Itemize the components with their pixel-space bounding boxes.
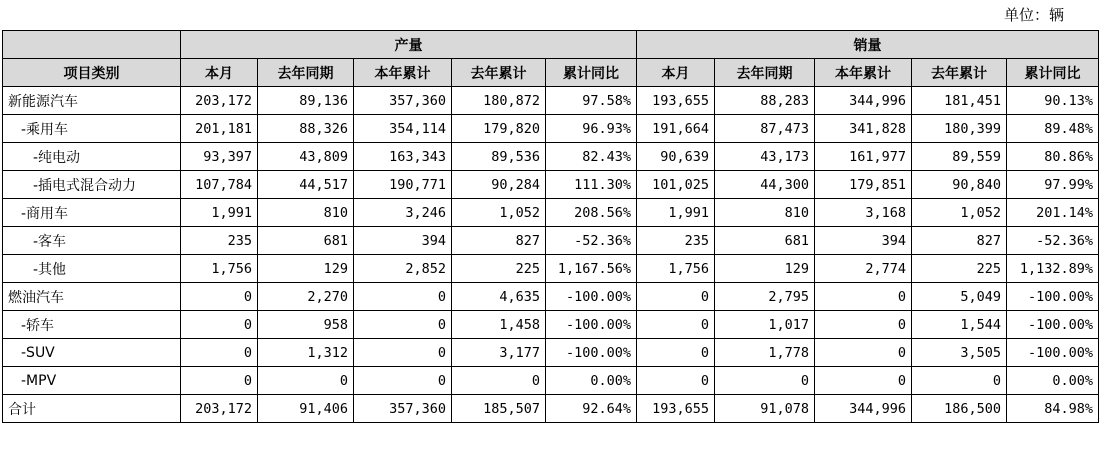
- sales-cell: 0: [815, 311, 912, 339]
- sales-cell: 89,559: [912, 143, 1007, 171]
- sales-cell: 1,052: [912, 199, 1007, 227]
- header-production: 产量: [181, 31, 637, 59]
- production-cell: 1,167.56%: [546, 255, 637, 283]
- header-sales-col: 去年累计: [912, 59, 1007, 87]
- sales-cell: 0.00%: [1007, 367, 1099, 395]
- header-sales-col: 本月: [637, 59, 715, 87]
- production-cell: 91,406: [258, 395, 354, 423]
- table-body: [3, 87, 1099, 423]
- production-cell: 1,458: [452, 311, 546, 339]
- production-cell: 4,635: [452, 283, 546, 311]
- production-cell: 107,784: [181, 171, 258, 199]
- table-row: [3, 255, 1099, 283]
- production-cell: 1,312: [258, 339, 354, 367]
- row-label: 新能源汽车: [3, 87, 181, 115]
- production-cell: 357,360: [354, 87, 452, 115]
- table-row: [3, 367, 1099, 395]
- sales-cell: 101,025: [637, 171, 715, 199]
- production-cell: 0: [354, 339, 452, 367]
- row-label: -商用车: [3, 199, 181, 227]
- sales-cell: 89.48%: [1007, 115, 1099, 143]
- production-cell: 0: [452, 367, 546, 395]
- production-cell: 1,756: [181, 255, 258, 283]
- production-cell: 97.58%: [546, 87, 637, 115]
- sales-cell: 44,300: [715, 171, 815, 199]
- production-cell: 185,507: [452, 395, 546, 423]
- header-sales-col: 累计同比: [1007, 59, 1099, 87]
- row-label: 燃油汽车: [3, 283, 181, 311]
- production-cell: 0: [354, 367, 452, 395]
- sales-cell: -100.00%: [1007, 311, 1099, 339]
- sales-cell: 225: [912, 255, 1007, 283]
- row-label: -轿车: [3, 311, 181, 339]
- sales-cell: 810: [715, 199, 815, 227]
- production-cell: 0: [354, 311, 452, 339]
- production-cell: 3,246: [354, 199, 452, 227]
- sales-cell: 0: [637, 311, 715, 339]
- production-cell: -100.00%: [546, 339, 637, 367]
- production-cell: 958: [258, 311, 354, 339]
- header-prod-col: 累计同比: [546, 59, 637, 87]
- sales-cell: 90.13%: [1007, 87, 1099, 115]
- sales-cell: 5,049: [912, 283, 1007, 311]
- sales-cell: 0: [637, 367, 715, 395]
- sales-cell: 181,451: [912, 87, 1007, 115]
- sales-cell: 1,017: [715, 311, 815, 339]
- sales-cell: 90,639: [637, 143, 715, 171]
- sales-cell: 344,996: [815, 395, 912, 423]
- production-cell: 0: [354, 283, 452, 311]
- table-row: [3, 395, 1099, 423]
- sales-cell: 161,977: [815, 143, 912, 171]
- production-cell: 89,536: [452, 143, 546, 171]
- row-label: -客车: [3, 227, 181, 255]
- sales-cell: 1,756: [637, 255, 715, 283]
- production-cell: 111.30%: [546, 171, 637, 199]
- production-cell: 2,270: [258, 283, 354, 311]
- production-cell: 1,991: [181, 199, 258, 227]
- sales-cell: 0: [815, 283, 912, 311]
- sales-cell: 2,795: [715, 283, 815, 311]
- production-cell: 225: [452, 255, 546, 283]
- header-category: 项目类别: [3, 59, 181, 87]
- sales-cell: 344,996: [815, 87, 912, 115]
- production-cell: 0.00%: [546, 367, 637, 395]
- table-row: [3, 199, 1099, 227]
- sales-cell: 1,991: [637, 199, 715, 227]
- sales-cell: 3,505: [912, 339, 1007, 367]
- sales-cell: 80.86%: [1007, 143, 1099, 171]
- sales-cell: 43,173: [715, 143, 815, 171]
- production-cell: 179,820: [452, 115, 546, 143]
- production-cell: 190,771: [354, 171, 452, 199]
- header-sales-col: 去年同期: [715, 59, 815, 87]
- production-cell: 88,326: [258, 115, 354, 143]
- sales-cell: 84.98%: [1007, 395, 1099, 423]
- header-sales-col: 本年累计: [815, 59, 912, 87]
- production-cell: 681: [258, 227, 354, 255]
- table-row: [3, 115, 1099, 143]
- production-cell: 0: [181, 283, 258, 311]
- production-cell: -100.00%: [546, 311, 637, 339]
- production-cell: 357,360: [354, 395, 452, 423]
- sales-cell: 1,132.89%: [1007, 255, 1099, 283]
- row-label: -SUV: [3, 339, 181, 367]
- production-cell: 354,114: [354, 115, 452, 143]
- sales-cell: 1,778: [715, 339, 815, 367]
- production-sales-table: [2, 30, 1099, 423]
- sales-cell: 3,168: [815, 199, 912, 227]
- production-cell: 89,136: [258, 87, 354, 115]
- production-cell: 235: [181, 227, 258, 255]
- sales-cell: 180,399: [912, 115, 1007, 143]
- production-cell: 92.64%: [546, 395, 637, 423]
- production-cell: 0: [258, 367, 354, 395]
- table-row: [3, 227, 1099, 255]
- table-row: [3, 311, 1099, 339]
- sales-cell: 193,655: [637, 395, 715, 423]
- header-empty-cell: [3, 31, 181, 59]
- production-cell: 3,177: [452, 339, 546, 367]
- production-cell: 203,172: [181, 87, 258, 115]
- production-cell: -52.36%: [546, 227, 637, 255]
- production-cell: 0: [181, 311, 258, 339]
- production-cell: 96.93%: [546, 115, 637, 143]
- sales-cell: 1,544: [912, 311, 1007, 339]
- sales-cell: 88,283: [715, 87, 815, 115]
- sales-cell: 186,500: [912, 395, 1007, 423]
- sales-cell: 191,664: [637, 115, 715, 143]
- table-row: [3, 171, 1099, 199]
- production-cell: 827: [452, 227, 546, 255]
- production-cell: 44,517: [258, 171, 354, 199]
- production-cell: 82.43%: [546, 143, 637, 171]
- sales-cell: 87,473: [715, 115, 815, 143]
- sales-cell: -100.00%: [1007, 283, 1099, 311]
- sales-cell: 235: [637, 227, 715, 255]
- production-cell: 0: [181, 367, 258, 395]
- production-cell: 2,852: [354, 255, 452, 283]
- row-label: -插电式混合动力: [3, 171, 181, 199]
- sales-cell: 2,774: [815, 255, 912, 283]
- sales-cell: 0: [912, 367, 1007, 395]
- sales-cell: 681: [715, 227, 815, 255]
- header-column-row: [3, 59, 1099, 87]
- header-prod-col: 本月: [181, 59, 258, 87]
- production-cell: 0: [181, 339, 258, 367]
- row-label: -MPV: [3, 367, 181, 395]
- table-row: [3, 339, 1099, 367]
- row-label: 合计: [3, 395, 181, 423]
- sales-cell: 193,655: [637, 87, 715, 115]
- production-cell: 1,052: [452, 199, 546, 227]
- sales-cell: 201.14%: [1007, 199, 1099, 227]
- production-cell: 129: [258, 255, 354, 283]
- sales-cell: 179,851: [815, 171, 912, 199]
- sales-cell: 0: [815, 367, 912, 395]
- sales-cell: 0: [715, 367, 815, 395]
- table-row: [3, 283, 1099, 311]
- sales-cell: -52.36%: [1007, 227, 1099, 255]
- row-label: -纯电动: [3, 143, 181, 171]
- unit-label: 单位：辆: [1003, 6, 1064, 24]
- sales-cell: 341,828: [815, 115, 912, 143]
- table-row: [3, 143, 1099, 171]
- row-label: -乘用车: [3, 115, 181, 143]
- sales-cell: 91,078: [715, 395, 815, 423]
- sales-cell: 90,840: [912, 171, 1007, 199]
- production-cell: 394: [354, 227, 452, 255]
- production-cell: 90,284: [452, 171, 546, 199]
- production-cell: 163,343: [354, 143, 452, 171]
- header-prod-col: 本年累计: [354, 59, 452, 87]
- production-cell: 203,172: [181, 395, 258, 423]
- sales-cell: 129: [715, 255, 815, 283]
- sales-cell: 0: [637, 339, 715, 367]
- table-row: [3, 87, 1099, 115]
- production-cell: 43,809: [258, 143, 354, 171]
- sales-cell: 394: [815, 227, 912, 255]
- sales-cell: 0: [637, 283, 715, 311]
- sales-cell: 827: [912, 227, 1007, 255]
- row-label: -其他: [3, 255, 181, 283]
- production-cell: -100.00%: [546, 283, 637, 311]
- production-cell: 180,872: [452, 87, 546, 115]
- header-prod-col: 去年累计: [452, 59, 546, 87]
- production-cell: 208.56%: [546, 199, 637, 227]
- production-cell: 93,397: [181, 143, 258, 171]
- sales-cell: -100.00%: [1007, 339, 1099, 367]
- header-prod-col: 去年同期: [258, 59, 354, 87]
- header-sales: 销量: [637, 31, 1099, 59]
- header-group-row: [3, 31, 1099, 59]
- production-cell: 810: [258, 199, 354, 227]
- sales-cell: 0: [815, 339, 912, 367]
- sales-cell: 97.99%: [1007, 171, 1099, 199]
- production-cell: 201,181: [181, 115, 258, 143]
